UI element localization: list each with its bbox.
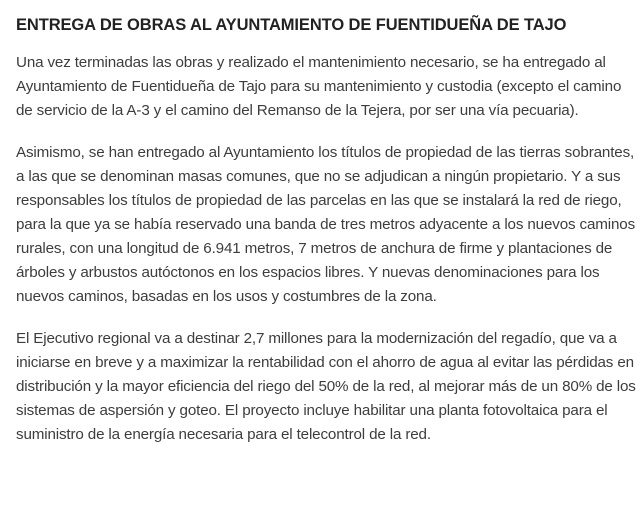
paragraph-entrega: Una vez terminadas las obras y realizado el mantenimiento necesario, se ha entregado al Ayuntamiento de Fuentidueña de Tajo para su mantenimiento y custodia (excepto el camino de servicio de la A-3 y el camino del Remanso de la Tejera, por ser una vía pecuaria).	[16, 54, 622, 119]
paragraph-titulos: Asimismo, se han entregado al Ayuntamiento los títulos de propiedad de las tierras sobrantes, a las que se denominan masas comunes, que no se adjudican a ningún propietario. Y a sus responsables los títulos de propiedad de las parcelas en las que se instalará la red de riego, para la que ya se había reservado una banda de tres metros adyacente a los nuevos caminos rurales, con una longitud de 6.941 metros, 7 metros de anchura de firme y plantaciones de árboles y arbustos autóctonos en los espacios libres. Y nuevas denominaciones para los nuevos caminos, basadas en los usos y costumbres de la zona.	[16, 144, 636, 305]
article-heading: ENTREGA DE OBRAS AL AYUNTAMIENTO DE FUENTIDUEÑA DE TAJO	[16, 16, 567, 34]
article-body	[16, 14, 638, 447]
paragraph-regadio: El Ejecutivo regional va a destinar 2,7 millones para la modernización del regadío, que va a iniciarse en breve y a maximizar la rentabilidad con el ahorro de agua al evitar las pérdidas en distribución y la mayor eficiencia del riego del 50% de la red, al mejorar más de un 80% de los sistemas de aspersión y goteo. El proyecto incluye habilitar una planta fotovoltaica para el suministro de la energía necesaria para el telecontrol de la red.	[16, 330, 636, 443]
